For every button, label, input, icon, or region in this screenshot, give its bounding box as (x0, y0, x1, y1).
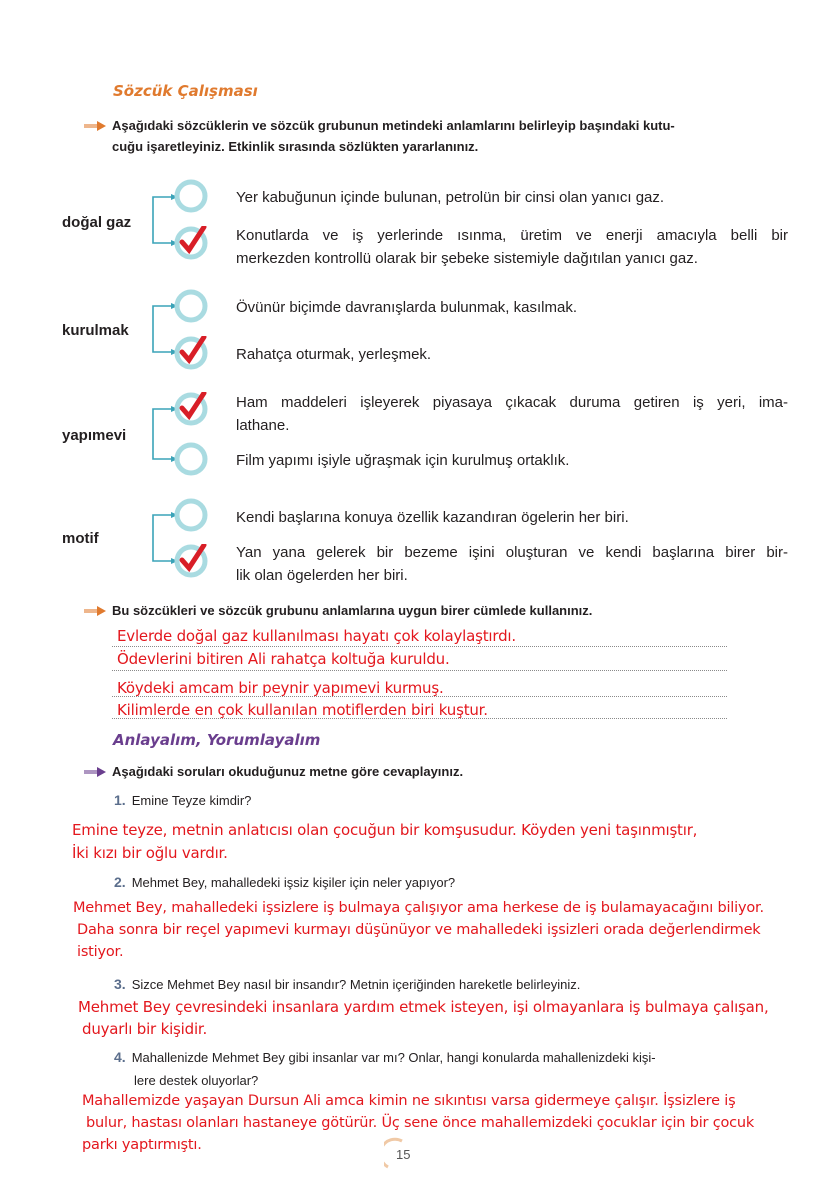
arrow-icon (84, 767, 106, 777)
option-text (236, 224, 788, 270)
option-checkbox[interactable] (174, 179, 208, 213)
option-line: Konutlarda ve iş yerlerinde ısınma, üretim ve enerji amacıyla belli bir (236, 227, 788, 244)
option-checkbox[interactable] (174, 289, 208, 323)
word-motif: motif (62, 530, 99, 547)
answer-line (112, 646, 727, 647)
option-checkbox-checked[interactable] (174, 392, 208, 426)
option-text: Film yapımı işiyle uğraşmak için kurulmuş ortaklık. (236, 452, 570, 469)
option-text (236, 541, 788, 587)
page-number: 15 (396, 1147, 411, 1162)
answer-line-text: Daha sonra bir reçel yapımevi kurmayı düşünüyor ve mahalledeki işsizleri orada değerlendirmek (77, 922, 761, 938)
option-line: Yan yana gelerek bir bezeme işini oluşturan ve kendi başlarına birer bir- (236, 544, 788, 561)
option-text: Kendi başlarına konuya özellik kazandıran ögelerin her biri. (236, 509, 629, 526)
sentences-instruction: Bu sözcükleri ve sözcük grubunu anlamlarına uygun birer cümlede kullanınız. (112, 603, 593, 618)
question-3 (114, 976, 580, 992)
question-text: Mehmet Bey, mahalledeki işsiz kişiler için neler yapıyor? (131, 875, 456, 890)
answer-line-text: Mahallemizde yaşayan Dursun Ali amca kimin ne sıkıntısı varsa gidermeye çalışır. İşsizlere iş (82, 1093, 736, 1109)
answer-line-text: Mehmet Bey, mahalledeki işsizlere iş bulmaya çalışıyor ama herkese de iş bulamayacağını biliyor. (73, 900, 764, 916)
answer-2[interactable] (73, 897, 828, 963)
word-kurulmak: kurulmak (62, 322, 129, 339)
answer-line-text: istiyor. (77, 944, 124, 960)
handwritten-answer[interactable]: Ödevlerini bitiren Ali rahatça koltuğa kuruldu. (117, 650, 450, 668)
arrow-icon (84, 121, 106, 131)
answer-line-text: duyarlı bir kişidir. (82, 1020, 208, 1038)
answer-line (112, 670, 727, 671)
question-1 (114, 792, 251, 808)
question-2 (114, 874, 455, 890)
question-4 (114, 1046, 656, 1092)
question-text: lere destek oluyorlar? (134, 1073, 259, 1088)
instruction-line: Aşağıdaki sözcüklerin ve sözcük grubunun metindeki anlamlarını belirleyip başındaki kutu- (112, 118, 675, 133)
answer-line-text: bulur, hastası olanları hastaneye götürür. Üç sene önce mahallemizdeki çocuklar için bir çocuk (86, 1115, 755, 1131)
option-checkbox-checked[interactable] (174, 544, 208, 578)
option-line: merkezden kontrollü olarak bir şebeke sistemiyle dağıtılan yanıcı gaz. (236, 250, 698, 267)
section-title-anlayalim: Anlayalım, Yorumlayalım (113, 731, 321, 749)
question-number: 1. (114, 792, 126, 808)
answer-4[interactable] (82, 1090, 822, 1156)
word-dogal-gaz: doğal gaz (62, 214, 132, 231)
handwritten-answer[interactable]: Evlerde doğal gaz kullanılması hayatı çok kolaylaştırdı. (117, 627, 516, 645)
option-checkbox-checked[interactable] (174, 226, 208, 260)
option-checkbox[interactable] (174, 442, 208, 476)
question-text: Sizce Mehmet Bey nasıl bir insandır? Metnin içeriğinden hareketle belirleyiniz. (131, 977, 581, 992)
answer-line-text: İki kızı bir oğlu vardır. (72, 844, 228, 862)
section1-instruction (112, 115, 752, 157)
handwritten-answer[interactable]: Köydeki amcam bir peynir yapımevi kurmuş. (117, 679, 444, 697)
question-number: 3. (114, 976, 126, 992)
answer-line-text: Mehmet Bey çevresindeki insanlara yardım etmek isteyen, işi olmayanlara iş bulmaya çalışan, (78, 998, 769, 1016)
instruction-line: cuğu işaretleyiniz. Etkinlik sırasında sözlükten yararlanınız. (112, 139, 479, 154)
question-text: Mahallenizde Mehmet Bey gibi insanlar var mı? Onlar, hangi konularda mahallenizdeki kişi- (131, 1050, 656, 1065)
option-checkbox-checked[interactable] (174, 336, 208, 370)
answer-1[interactable] (72, 819, 812, 865)
option-text: Rahatça oturmak, yerleşmek. (236, 346, 432, 363)
answer-3[interactable] (78, 996, 818, 1040)
word-yapimevi: yapımevi (62, 427, 127, 444)
option-text: Övünür biçimde davranışlarda bulunmak, kasılmak. (236, 299, 577, 316)
option-text (236, 391, 788, 437)
handwritten-answer[interactable]: Kilimlerde en çok kullanılan motiflerden biri kuştur. (117, 701, 488, 719)
question-number: 2. (114, 874, 126, 890)
answer-line-text: parkı yaptırmıştı. (82, 1137, 202, 1153)
answer-line-text: Emine teyze, metnin anlatıcısı olan çocuğun bir komşusudur. Köyden yeni taşınmıştır, (72, 821, 698, 839)
option-checkbox[interactable] (174, 498, 208, 532)
question-number: 4. (114, 1049, 126, 1065)
arrow-icon (84, 606, 106, 616)
section2-instruction: Aşağıdaki soruları okuduğunuz metne göre cevaplayınız. (112, 764, 464, 779)
option-text: Yer kabuğunun içinde bulunan, petrolün bir cinsi olan yanıcı gaz. (236, 189, 665, 206)
question-text: Emine Teyze kimdir? (131, 793, 252, 808)
option-line: lathane. (236, 417, 290, 434)
section-title-sozcuk-calismasi: Sözcük Çalışması (113, 82, 258, 100)
option-line: lik olan ögelerden her biri. (236, 567, 408, 584)
option-line: Ham maddeleri işleyerek piyasaya çıkacak duruma getiren iş yeri, ima- (236, 394, 788, 411)
page-number-badge (384, 1137, 420, 1171)
